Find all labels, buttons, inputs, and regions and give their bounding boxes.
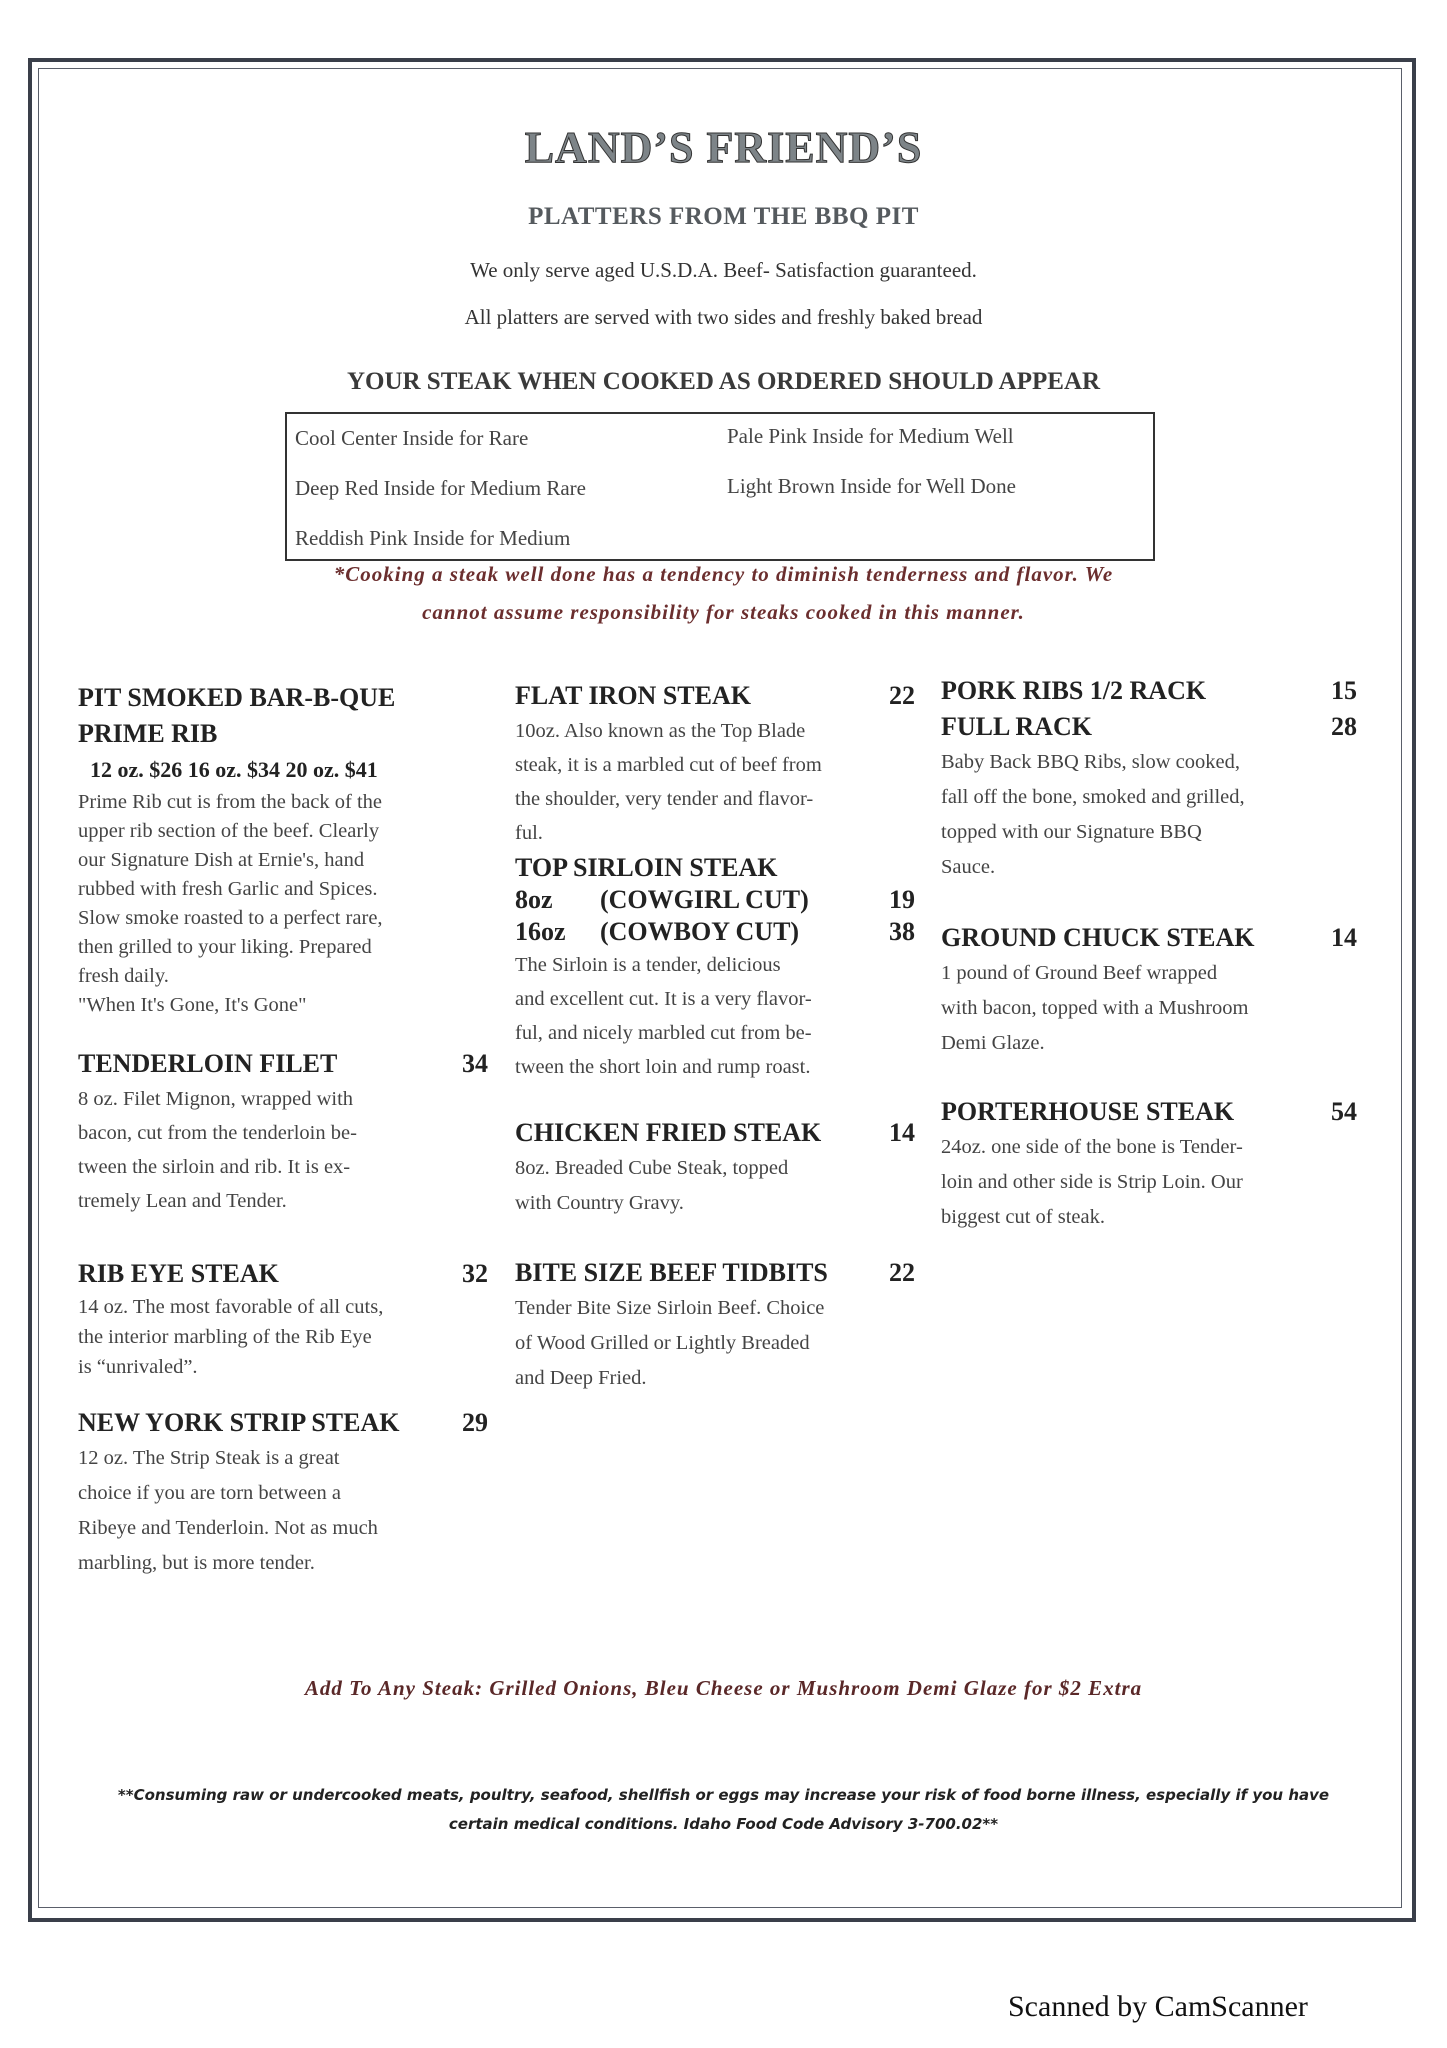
doneness-item: Deep Red Inside for Medium Rare <box>295 476 586 500</box>
scanner-watermark: Scanned by CamScanner <box>1008 1990 1308 2023</box>
steak-addon-note: Add To Any Steak: Grilled Onions, Bleu Cheese or Mushroom Demi Glaze for $2 Extra <box>304 1676 1143 1700</box>
half-rack-label: PORK RIBS 1/2 RACK <box>941 676 1207 705</box>
item-price: 32 <box>462 1259 488 1288</box>
item-name: NEW YORK STRIP STEAK <box>78 1408 400 1437</box>
item-name: TOP SIRLOIN STEAK <box>515 853 778 882</box>
intro-line: All platters are served with two sides and freshly baked bread <box>464 305 983 329</box>
food-safety-disclaimer: certain medical conditions. Idaho Food Code Advisory 3-700.02** <box>448 1815 999 1833</box>
item-description: 8oz. Breaded Cube Steak, topped with Country Gravy. <box>515 1157 789 1214</box>
menu-item-chicken-fried <box>515 1115 915 1221</box>
menu-item-pork-ribs <box>941 673 1357 885</box>
restaurant-title: LAND’S FRIEND’S <box>524 123 923 172</box>
item-price: 29 <box>462 1408 488 1437</box>
well-done-note: *Cooking a steak well done has a tendency to diminish tenderness and flavor. We <box>333 562 1114 586</box>
item-name: FLAT IRON STEAK <box>515 681 751 710</box>
doneness-item: Cool Center Inside for Rare <box>295 426 529 450</box>
menu-item-top-sirloin <box>515 852 915 1084</box>
half-rack-price: 15 <box>1331 676 1357 705</box>
full-rack-label: FULL RACK <box>941 712 1092 741</box>
intro-line: We only serve aged U.S.D.A. Beef- Satisfaction guaranteed. <box>470 258 977 282</box>
doneness-heading: YOUR STEAK WHEN COOKED AS ORDERED SHOULD APPEAR <box>346 368 1101 395</box>
full-rack-price: 28 <box>1331 712 1357 741</box>
option-size: 16oz <box>515 917 566 946</box>
doneness-item: Pale Pink Inside for Medium Well <box>727 424 1014 448</box>
well-done-note: cannot assume responsibility for steaks cooked in this manner. <box>422 600 1025 624</box>
item-description: 12 oz. The Strip Steak is a great choice if you are torn between a Ribeye and Tenderloin. Not as much marbling, but is more tender. <box>78 1447 378 1574</box>
item-name: RIB EYE STEAK <box>78 1259 279 1288</box>
item-prices: 12 oz. $26 16 oz. $34 20 oz. $41 <box>90 757 378 782</box>
item-name: CHICKEN FRIED STEAK <box>515 1118 822 1147</box>
menu-item-porterhouse <box>941 1094 1357 1235</box>
item-description: 1 pound of Ground Beef wrapped with bacon, topped with a Mushroom Demi Glaze. <box>941 962 1249 1054</box>
item-description: Prime Rib cut is from the back of the upper rib section of the beef. Clearly our Signature Dish at Ernie's, hand rubbed with fresh Garlic and Spices. Slow smoke roasted to a perfect rare, then grilled to your liking. Prepared fresh daily. "When It's Gone, It's Gone" <box>78 791 383 1016</box>
option-price: 38 <box>889 917 915 946</box>
menu-item-flat-iron <box>515 678 915 850</box>
doneness-item: Light Brown Inside for Well Done <box>727 474 1016 498</box>
item-description: Tender Bite Size Sirloin Beef. Choice of Wood Grilled or Lightly Breaded and Deep Fried. <box>515 1297 825 1389</box>
item-price: 14 <box>1331 923 1357 952</box>
item-name: GROUND CHUCK STEAK <box>941 923 1255 952</box>
item-name: PIT SMOKED BAR-B-QUE <box>78 683 396 712</box>
menu-item-ny-strip <box>78 1405 488 1581</box>
option-cut: (COWGIRL CUT) <box>600 885 809 914</box>
menu-item-prime-rib <box>78 680 488 1020</box>
menu-item-rib-eye <box>78 1256 488 1382</box>
menu-item-ground-chuck <box>941 920 1357 1061</box>
item-description: 14 oz. The most favorable of all cuts, the interior marbling of the Rib Eye is “unrivaled”. <box>78 1296 384 1378</box>
item-name: PORTERHOUSE STEAK <box>941 1097 1235 1126</box>
food-safety-disclaimer: **Consuming raw or undercooked meats, poultry, seafood, shellfish or eggs may increase your risk of food borne illness, especially if you have <box>117 1786 1330 1804</box>
option-cut: (COWBOY CUT) <box>600 917 800 946</box>
item-price: 22 <box>889 1258 915 1287</box>
item-name: BITE SIZE BEEF TIDBITS <box>515 1258 828 1287</box>
menu-subtitle: PLATTERS FROM THE BBQ PIT <box>528 203 919 230</box>
menu-item-tenderloin <box>78 1046 488 1218</box>
item-price: 22 <box>889 681 915 710</box>
item-description: 10oz. Also known as the Top Blade steak, it is a marbled cut of beef from the shoulder, very tender and flavor- ful. <box>515 720 822 844</box>
doneness-item: Reddish Pink Inside for Medium <box>295 526 571 550</box>
menu-item-tidbits <box>515 1255 915 1396</box>
item-description: Baby Back BBQ Ribs, slow cooked, fall off the bone, smoked and grilled, topped with our Signature BBQ Sauce. <box>941 751 1245 878</box>
item-description: 24oz. one side of the bone is Tender- loin and other side is Strip Loin. Our biggest cut of steak. <box>941 1136 1243 1228</box>
item-name: PRIME RIB <box>78 719 218 748</box>
item-description: The Sirloin is a tender, delicious and excellent cut. It is a very flavor- ful, and nicely marbled cut from be- tween the short loin and rump roast. <box>515 954 812 1078</box>
option-price: 19 <box>889 885 915 914</box>
item-name: TENDERLOIN FILET <box>78 1049 338 1078</box>
item-price: 54 <box>1331 1097 1357 1126</box>
option-size: 8oz <box>515 885 553 914</box>
item-price: 14 <box>889 1118 915 1147</box>
item-price: 34 <box>462 1049 488 1078</box>
item-description: 8 oz. Filet Mignon, wrapped with bacon, cut from the tenderloin be- tween the sirloin and rib. It is ex- tremely Lean and Tender. <box>78 1088 357 1212</box>
